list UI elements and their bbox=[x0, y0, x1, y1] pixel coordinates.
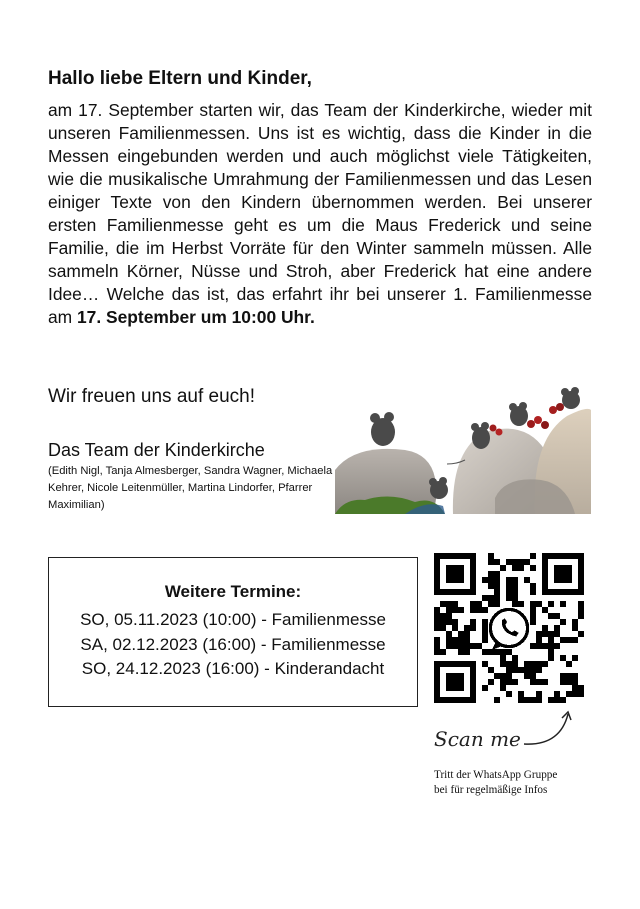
letter-greeting: Hallo liebe Eltern und Kinder, bbox=[48, 68, 312, 89]
qr-caption bbox=[434, 768, 557, 798]
termine-item: SO, 05.11.2023 (10:00) - Familienmesse bbox=[80, 610, 386, 629]
letter-body-date: 17. September um 10:00 Uhr. bbox=[77, 307, 315, 327]
qr-caption-line1: Tritt der WhatsApp Gruppe bbox=[434, 769, 558, 781]
scan-me-label bbox=[430, 700, 580, 760]
whatsapp-qr-code-icon[interactable] bbox=[434, 553, 584, 703]
termine-title: Weitere Termine: bbox=[164, 582, 302, 601]
letter-body bbox=[48, 99, 592, 329]
frederick-mice-illustration bbox=[335, 380, 591, 514]
termine-item: SA, 02.12.2023 (16:00) - Familienmesse bbox=[80, 634, 386, 654]
team-title: Das Team der Kinderkirche bbox=[48, 440, 265, 460]
qr-caption-line2: bei für regelmäßige Infos bbox=[434, 784, 548, 796]
termine-item: SO, 24.12.2023 (16:00) - Kinderandacht bbox=[81, 659, 385, 678]
scan-me-text: Scan me bbox=[434, 727, 521, 751]
team-members: (Edith Nigl, Tanja Almesberger, Sandra Wagner, Michaela Kehrer, Nicole Leitenmüller, Martina Lindorfer, Pfarrer Maximilian) bbox=[48, 465, 333, 511]
letter-closing: Wir freuen uns auf euch! bbox=[48, 386, 255, 407]
termine-box bbox=[48, 557, 418, 707]
letter-body-intro: am 17. September starten wir, das Team der Kinderkirche, wieder mit unseren Familienmessen. Uns ist es wichtig, dass die Kinder in die Messen eingebunden werden und auch möglichst viele Tätigkeiten, wie die musikalische Umrahmung der Familienmessen und das Lesen einiger Texte von den Kindern übernommen werden. Bei unserer ersten Familienmesse geht es um die Maus Frederick und seine Familie, die im Herbst Vorräte für den Winter sammeln müssen. Alle sammeln Körner, Nüsse und Stroh, aber Frederick hat eine andere Idee… Welche das ist, das erfahrt ihr bei unserer 1. Familienmesse am bbox=[48, 100, 592, 327]
